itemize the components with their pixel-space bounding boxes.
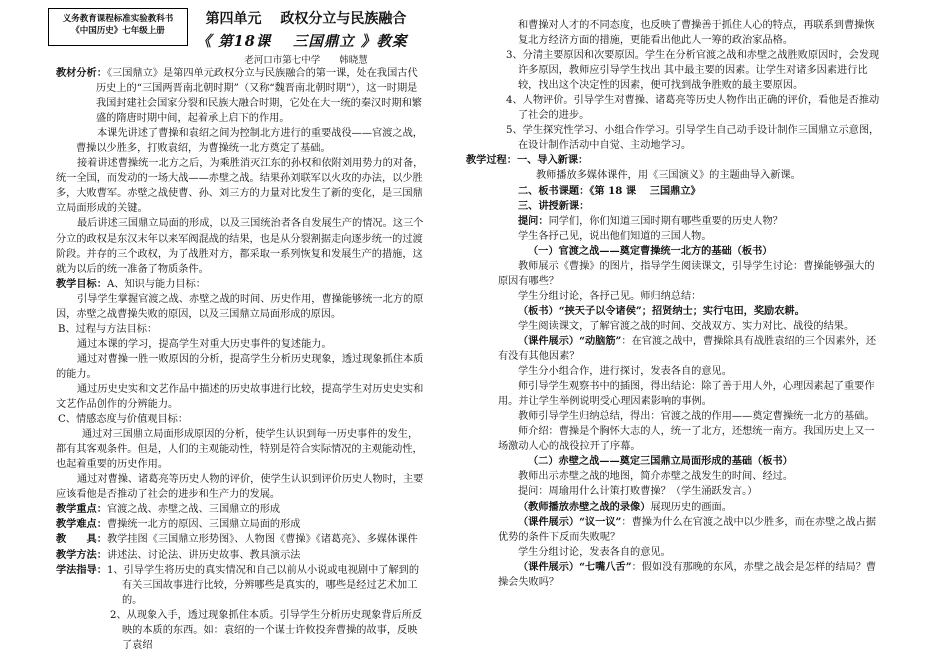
section-1-text-9: 师介绍：曹操是个胸怀大志的人，统一了北方，还想统一南方。我国历史上又一场激动人心的战役拉开了序幕。 xyxy=(498,426,875,453)
study-text-3: 3、分清主要原因和次要原因。学生在分析官渡之战和赤壁之战胜败原因时，会发现许多原因，教师应引导学生找出 其中最主要的因素。让学生对诸多因素进行比较，找出这个决定性的因素，便可找到战争胜败的最主要原因。 xyxy=(506,50,880,92)
study-text-5: 5、学生探究性学习、小组合作学习。引导学生自己动手设计制作三国鼎立示意图，在设计制作活动中自觉、主动地学习。 xyxy=(506,125,880,152)
key-points-line xyxy=(56,502,424,517)
study-label: 学法指导： xyxy=(56,563,107,576)
left-column xyxy=(56,66,424,653)
study-text-2: 2、从现象入手，透过现象抓住本质。引导学生分析历史现象背后所反映的本质的东西。如：袁绍的一个谋士许攸投奔曹操的故事，反映了袁绍 xyxy=(110,609,423,651)
study-text-1: 1、引导学生将历史的真实情况和自己以前从小说或电视剧中了解到的有关三国故事进行比较，分辨哪些是真实的，哪些是经过艺术加工的。 xyxy=(106,564,420,606)
section-2-text-1: 教师出示赤壁之战的地图，简介赤壁之战发生的时间、经过。 xyxy=(518,471,794,483)
study-text-2-cont: 和曹操对人才的不同态度，也反映了曹操善于抓住人心的特点，再联系到曹操恢复北方经济方面的措施，更能看出他此人一筹的政治家品格。 xyxy=(518,20,875,47)
goals-heading xyxy=(56,277,424,292)
goal-a-heading: A、知识与能力目标： xyxy=(106,278,206,290)
section-2-heading: （二）赤壁之战——奠定三国鼎立局面形成的基础（板书） xyxy=(528,455,793,468)
key-text: 官渡之战、赤壁之战、三国鼎立的形成 xyxy=(106,504,281,516)
section-1-text-1: 教师展示《曹操》的图片，指导学生阅读课文，引导学生讨论：曹操能够强大的原因有哪些？ xyxy=(498,260,875,287)
series-line-1: 义务教育课程标准实验教科书 xyxy=(62,14,174,24)
analysis-text-1: 《三国鼎立》是第四单元政权分立与民族融合的第一课，处在我国古代历史上的“三国两晋南北朝时期”（又称“魏晋南北朝时期”），这一时期是我国封建社会国家分裂和民族大融合时期，它处在大一统的秦汉时期和繁盛的隋唐时期中间，起着承上启下的作用。 xyxy=(96,68,422,125)
tools-label: 教 具： xyxy=(56,533,107,546)
goal-c-heading: C、情感态度与价值观目标： xyxy=(58,414,189,426)
section-1-text-5 xyxy=(466,334,880,364)
author-line: 老河口市第七中学 韩晓慧 xyxy=(244,55,368,66)
study-line-1 xyxy=(56,563,424,608)
step-1-heading: 一、导入新课： xyxy=(516,154,589,167)
step-2-heading: 二、板书课题：《第 18 课 三国鼎立》 xyxy=(518,184,701,197)
goals-label: 教学目标： xyxy=(56,277,107,290)
video-text: 展现历史的画面。 xyxy=(650,501,732,513)
goal-b-text-3: 通过历史史实和文艺作品中描述的历史故事进行比较，提高学生对历史史实和文艺作品创作的分辨能力。 xyxy=(56,383,424,411)
key-label: 教学重点： xyxy=(56,503,107,516)
analysis-text-4: 最后讲述三国鼎立局面的形成，以及三国统治者各自发展生产的情况。这三个分立的政权是东汉末年以来军阀混战的结果，也是从分裂割据走向逐步统一的过渡阶段。并存的三个政权，为了战胜对方，都采取一系列恢复和发展生产的措施，这就为以后的统一准备了物质条件。 xyxy=(56,218,424,275)
discuss-label: （课件展示）“议一议” xyxy=(518,515,622,528)
think-label: （课件展示）“动脑筋” xyxy=(518,334,622,347)
goal-b-heading: B、过程与方法目标： xyxy=(58,323,158,335)
difficulty-text: 曹操统一北方的原因、三国鼎立局面的形成 xyxy=(106,519,301,531)
series-line-2: 《中国历史》七年级上册 xyxy=(71,26,165,36)
section-2-text-4 xyxy=(466,515,880,545)
question-text: 同学们，你们知道三国时期有哪些重要的历史人物？ xyxy=(548,215,783,227)
right-column xyxy=(466,18,880,590)
opinion-text: ：假如没有那晚的东风，赤壁之战会是怎样的结局？曹操会失败吗？ xyxy=(498,561,877,588)
study-text-4: 4、人物评价。引导学生对曹操、诸葛亮等历史人物作出正确的评价，看他是否推动了社会的进步。 xyxy=(506,95,880,122)
goal-a-text: 引导学生掌握官渡之战、赤壁之战的时间、历史作用，曹操能够统一北方的原因，赤壁之战曹操失败的原因，以及三国鼎立局面形成的原因。 xyxy=(56,293,424,320)
video-label: （教师播放赤壁之战的录像） xyxy=(518,500,651,513)
analysis-label: 教材分析： xyxy=(56,67,107,79)
goal-c-text-1: 通过对三国鼎立局面形成原因的分析，使学生认识到每一历史事件的发生，都有其客观条件。但是，人们的主观能动性，特别是符合实际情况的主观能动性，也起着重要的历史作用。 xyxy=(56,429,423,471)
analysis-text-2: 本课先讲述了曹操和袁绍之间为控制北方进行的重要战役——官渡之战，曹操以少胜多，打败袁绍，为曹操统一北方奠定了基础。 xyxy=(76,128,423,155)
section-2-text-2: 提问：周瑜用什么计策打败曹操？（学生涌跃发言。） xyxy=(518,486,758,498)
series-label-box xyxy=(48,8,188,46)
method-text: 讲述法、讨论法、讲历史故事、教具演示法 xyxy=(106,549,301,561)
section-1-text-8: 教师引导学生归纳总结，得出：官渡之战的作用——奠定曹操统一北方的基础。 xyxy=(518,411,875,423)
difficulty-line xyxy=(56,517,424,532)
opinion-label: （课件展示）“七嘴八舌” xyxy=(518,560,632,573)
method-label: 教学方法： xyxy=(56,548,107,561)
section-1-text-7: 师引导学生观察书中的插图，得出结论：除了善于用人外，心理因素起了重要作用。并让学生举例说明受心理因素影响的事例。 xyxy=(498,381,875,408)
step-3-heading: 三、讲授新课： xyxy=(518,199,590,212)
section-1-heading: （一）官渡之战——奠定曹操统一北方的基础（板书） xyxy=(528,244,773,257)
tools-text: 教学挂图《三国鼎立形势图》、人物图《曹操》《诸葛亮》、多媒体课件 xyxy=(106,534,418,546)
section-1-text-2: 学生分组讨论，各抒己见。师归纳总结： xyxy=(518,290,702,302)
process-label: 教学过程： xyxy=(466,154,517,167)
section-1-text-6: 学生分小组合作，进行探讨，发表各自的意见。 xyxy=(518,366,732,378)
discuss-text: ：曹操为什么在官渡之战中以少胜多，而在赤壁之战占据优势的条件下反而失败呢？ xyxy=(498,516,877,543)
goal-c-text-2: 通过对曹操、诸葛亮等历史人物的评价，使学生认识到评价历史人物时，主要应该看他是否推动了社会的进步和生产力的发展。 xyxy=(56,474,424,501)
analysis-text-3: 接着讲述曹操统一北方之后，为乘胜消灭江东的孙权和依附刘用势力的对备，统一全国，而发动的一场大战——赤壁之战。结果孙刘联军以火攻的办法，以少胜多，大败曹军。赤壁之战使曹、孙、刘三方的力量对比发生了新的变化，是三国鼎立局面形成的关键。 xyxy=(56,158,424,215)
section-2-text-3 xyxy=(466,500,880,515)
section-1-text-4: 学生阅读课文，了解官渡之战的时间、交战双方、实力对比、战役的结果。 xyxy=(518,320,855,332)
think-text: ：在官渡之战中，曹操除具有战胜袁绍的三个因素外，还有没有其他因素？ xyxy=(498,335,877,363)
goal-b-text-2: 通过对曹操一胜一败原因的分析，提高学生分析历史现象，透过现象抓住本质的能力。 xyxy=(56,353,424,380)
analysis-paragraph xyxy=(56,66,424,126)
goal-b-text-1: 通过本课的学习，提高学生对重大历史事件的复述能力。 xyxy=(77,338,332,350)
step-1-text: 教师播放多媒体课件，用《三国演义》的主题曲导入新课。 xyxy=(536,170,801,182)
method-line xyxy=(56,548,424,563)
section-1-board: （板书）“挟天子以令诸侯”；招贤纳士；实行屯田，奖励农耕。 xyxy=(518,304,805,317)
section-2-text-6 xyxy=(466,560,880,590)
difficulty-label: 教学难点： xyxy=(56,518,107,531)
question-answer: 学生各抒己见，说出他们知道的三国人物。 xyxy=(518,230,712,242)
unit-title: 第四单元 政权分立与民族融合 xyxy=(205,11,407,27)
question-line xyxy=(466,214,880,229)
lesson-title: 《 第18课 三国鼎立 》教案 xyxy=(196,33,408,50)
section-2-text-5: 学生分组讨论，发表各自的意见。 xyxy=(518,546,671,558)
process-heading xyxy=(466,153,880,168)
question-label: 提问： xyxy=(518,214,549,227)
tools-line xyxy=(56,532,424,547)
